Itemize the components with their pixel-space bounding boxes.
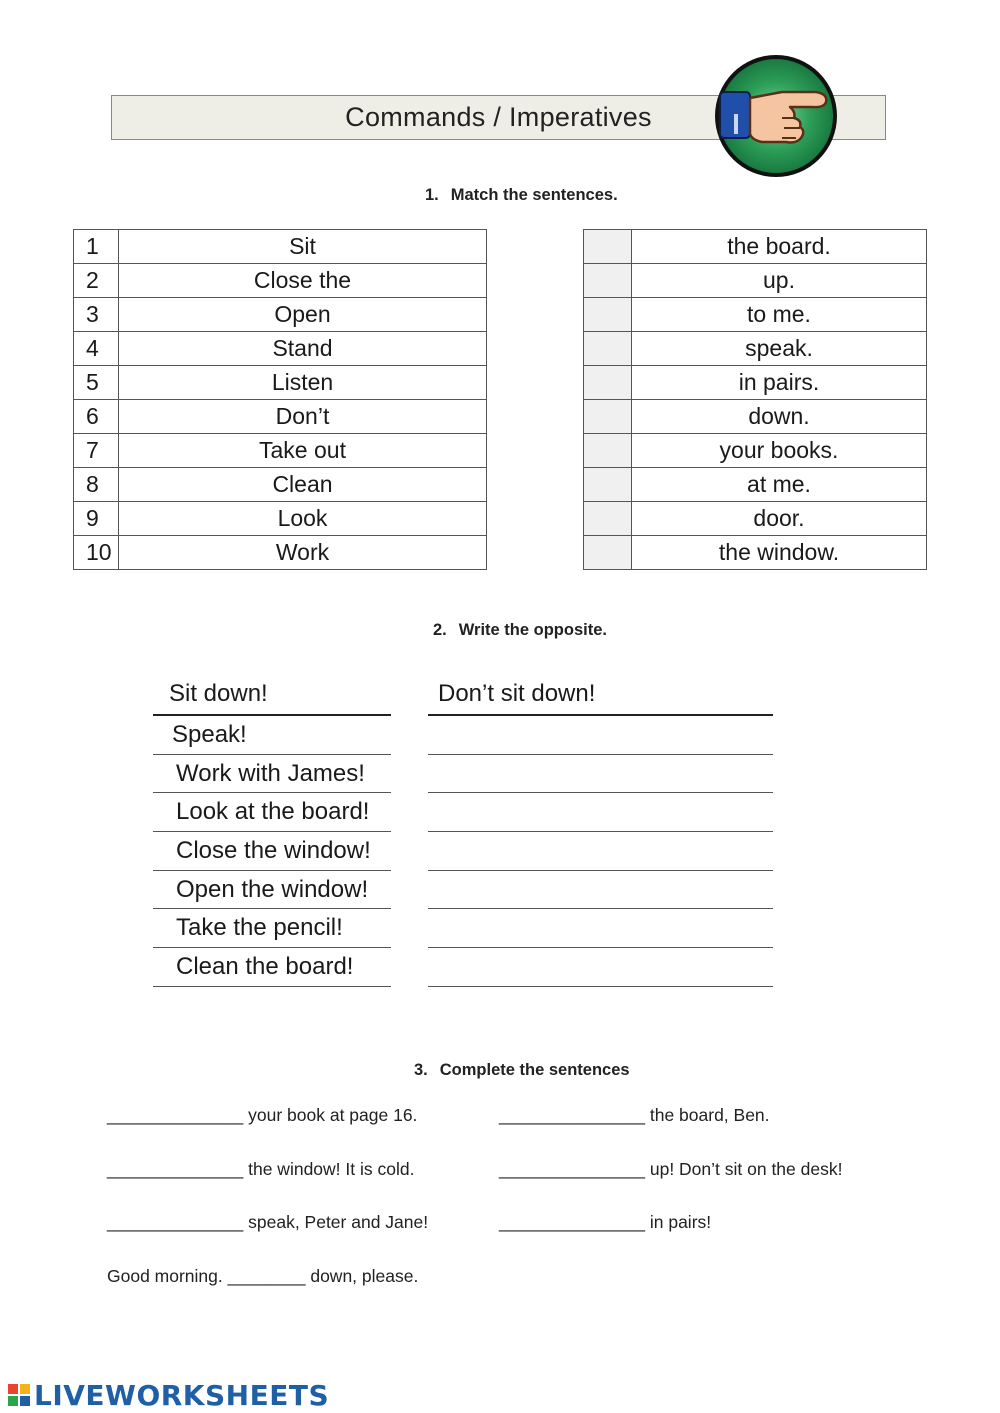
opposite-prompt: Take the pencil!	[153, 909, 391, 948]
pointing-hand-icon	[712, 52, 840, 180]
table-row	[584, 400, 927, 434]
table-row	[584, 230, 927, 264]
sentence-item[interactable]: _______________ the board, Ben.	[499, 1105, 770, 1125]
logo-text: LIVEWORKSHEETS	[34, 1378, 330, 1412]
opposite-answer: Don’t sit down!	[428, 675, 773, 716]
table-row	[74, 400, 487, 434]
opposite-answer-blank[interactable]	[428, 871, 773, 910]
phrase-start: Stand	[119, 332, 487, 366]
opposite-prompt: Work with James!	[153, 755, 391, 794]
phrase-start: Look	[119, 502, 487, 536]
phrase-start: Don’t	[119, 400, 487, 434]
answer-box[interactable]	[584, 230, 632, 264]
table-row	[74, 264, 487, 298]
table-row	[584, 298, 927, 332]
opposite-answer-blank[interactable]	[428, 909, 773, 948]
row-number: 2	[74, 264, 119, 298]
section1-heading: 1. Match the sentences.	[425, 186, 618, 204]
answer-box[interactable]	[584, 536, 632, 570]
opposite-prompt: Close the window!	[153, 832, 391, 871]
phrase-start: Listen	[119, 366, 487, 400]
liveworksheets-logo-icon	[8, 1384, 30, 1406]
sentence-item[interactable]: Good morning. ________ down, please.	[107, 1266, 419, 1286]
answer-box[interactable]	[584, 502, 632, 536]
phrase-start: Clean	[119, 468, 487, 502]
opposite-answer-blank[interactable]	[428, 755, 773, 794]
phrase-end: the window.	[632, 536, 927, 570]
footer-logo[interactable]	[8, 1379, 329, 1411]
table-row	[584, 468, 927, 502]
sentence-item[interactable]: ______________ the window! It is cold.	[107, 1159, 415, 1179]
list-item	[153, 675, 775, 716]
sentence-item[interactable]: ______________ speak, Peter and Jane!	[107, 1212, 429, 1232]
opposite-answer-blank[interactable]	[428, 832, 773, 871]
list-item	[153, 793, 775, 832]
row-number: 1	[74, 230, 119, 264]
table-row	[584, 366, 927, 400]
row-number: 8	[74, 468, 119, 502]
table-row	[74, 332, 487, 366]
table-row	[584, 264, 927, 298]
match-table-right	[583, 229, 927, 570]
table-row	[584, 536, 927, 570]
phrase-end: down.	[632, 400, 927, 434]
page-title: Commands / Imperatives	[345, 102, 652, 132]
table-row	[584, 332, 927, 366]
row-number: 6	[74, 400, 119, 434]
row-number: 10	[74, 536, 119, 570]
sentence-item[interactable]: _______________ in pairs!	[499, 1212, 712, 1232]
phrase-end: door.	[632, 502, 927, 536]
phrase-start: Open	[119, 298, 487, 332]
opposite-prompt: Sit down!	[153, 675, 391, 716]
opposite-prompt: Speak!	[153, 716, 391, 755]
row-number: 5	[74, 366, 119, 400]
phrase-end: in pairs.	[632, 366, 927, 400]
row-number: 3	[74, 298, 119, 332]
answer-box[interactable]	[584, 400, 632, 434]
answer-box[interactable]	[584, 366, 632, 400]
phrase-end: to me.	[632, 298, 927, 332]
opposite-prompt: Open the window!	[153, 871, 391, 910]
answer-box[interactable]	[584, 298, 632, 332]
table-row	[74, 434, 487, 468]
phrase-start: Work	[119, 536, 487, 570]
row-number: 7	[74, 434, 119, 468]
sentence-item[interactable]: _______________ up! Don’t sit on the desk!	[499, 1159, 843, 1179]
sentence-item[interactable]: ______________ your book at page 16.	[107, 1105, 418, 1125]
table-row	[74, 502, 487, 536]
list-item	[153, 948, 775, 987]
section2-heading: 2. Write the opposite.	[433, 621, 607, 639]
table-row	[584, 502, 927, 536]
phrase-end: the board.	[632, 230, 927, 264]
phrase-start: Take out	[119, 434, 487, 468]
answer-box[interactable]	[584, 468, 632, 502]
opposite-prompt: Look at the board!	[153, 793, 391, 832]
list-item	[153, 909, 775, 948]
answer-box[interactable]	[584, 264, 632, 298]
match-table-left	[73, 229, 487, 570]
phrase-start: Sit	[119, 230, 487, 264]
list-item	[153, 755, 775, 794]
opposite-answer-blank[interactable]	[428, 948, 773, 987]
phrase-end: speak.	[632, 332, 927, 366]
section3-heading: 3. Complete the sentences	[414, 1061, 630, 1079]
phrase-end: up.	[632, 264, 927, 298]
opposite-answer-blank[interactable]	[428, 716, 773, 755]
table-row	[74, 366, 487, 400]
table-row	[74, 536, 487, 570]
table-row	[74, 230, 487, 264]
table-row	[74, 468, 487, 502]
list-item	[153, 716, 775, 755]
phrase-end: your books.	[632, 434, 927, 468]
answer-box[interactable]	[584, 332, 632, 366]
table-row	[74, 298, 487, 332]
opposite-answer-blank[interactable]	[428, 793, 773, 832]
answer-box[interactable]	[584, 434, 632, 468]
row-number: 4	[74, 332, 119, 366]
list-item	[153, 871, 775, 910]
table-row	[584, 434, 927, 468]
opposites-list	[153, 675, 775, 987]
opposite-prompt: Clean the board!	[153, 948, 391, 987]
row-number: 9	[74, 502, 119, 536]
list-item	[153, 832, 775, 871]
phrase-start: Close the	[119, 264, 487, 298]
phrase-end: at me.	[632, 468, 927, 502]
